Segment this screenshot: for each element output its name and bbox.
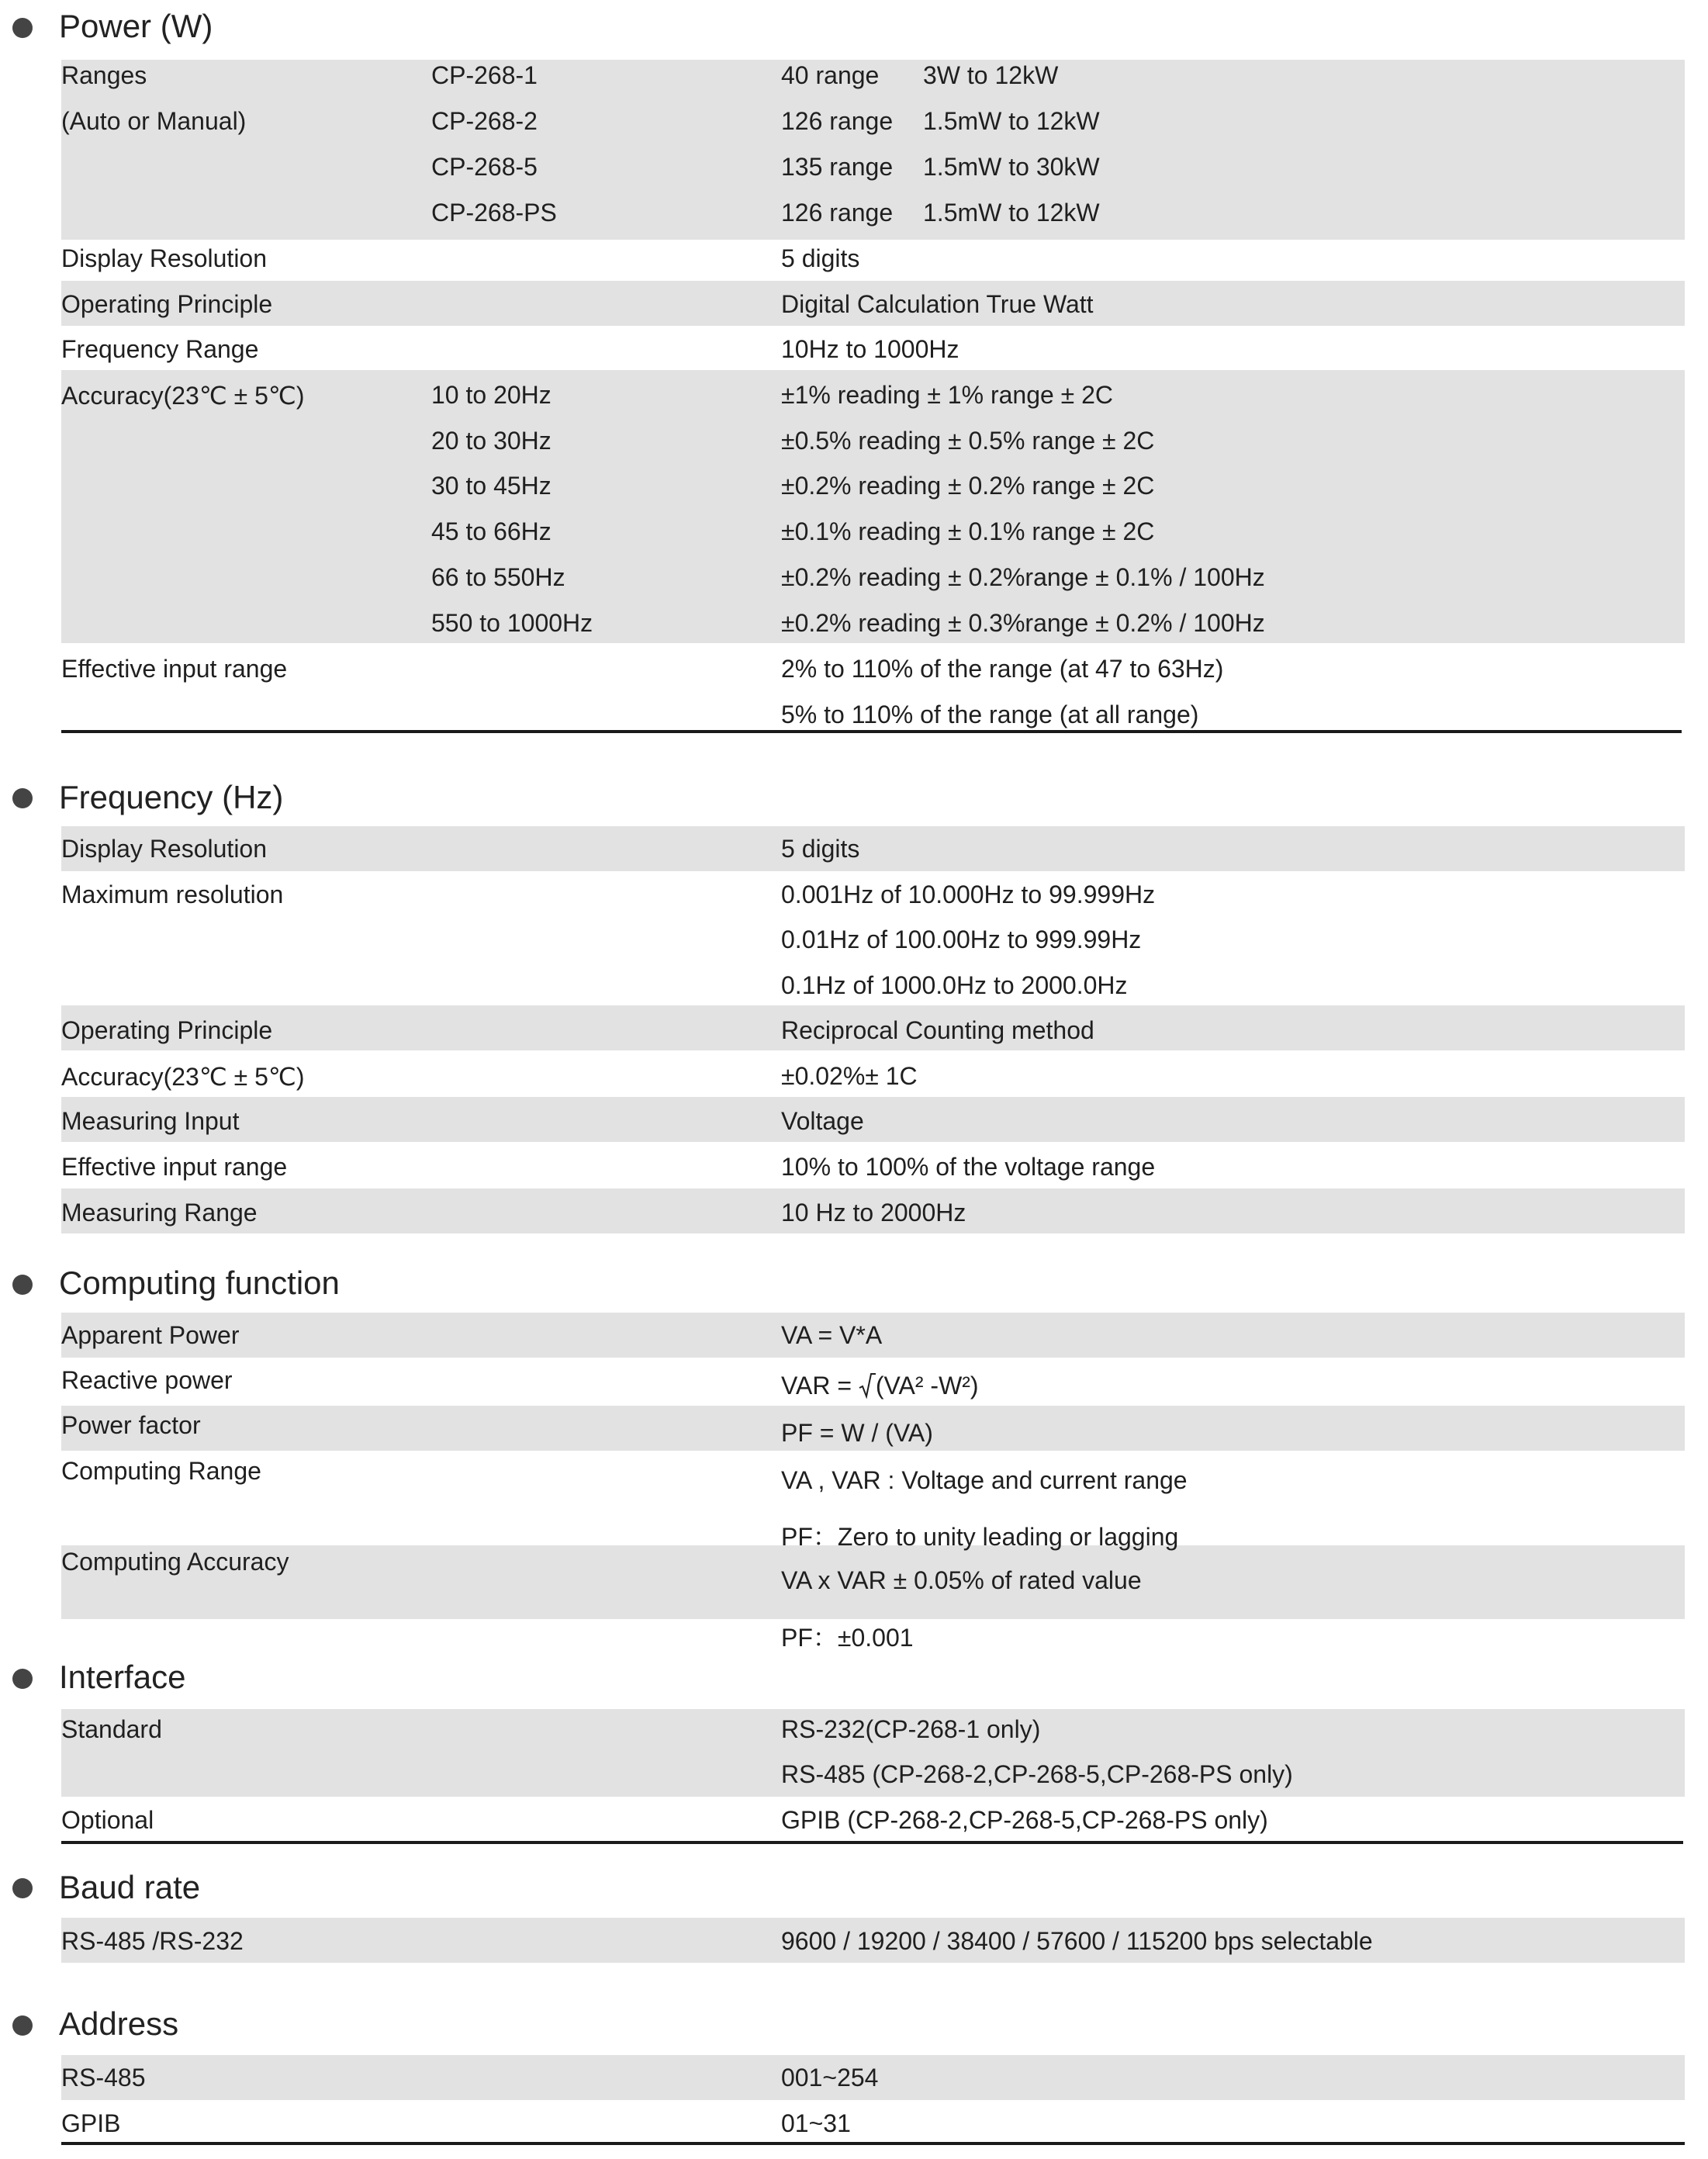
row-label: Operating Principle <box>61 1016 273 1044</box>
section-title-power: Power (W) <box>59 8 213 44</box>
row-value: VA x VAR ± 0.05% of rated value <box>781 1566 1142 1594</box>
range-count: 40 range <box>781 61 880 89</box>
row-value: RS-485 (CP-268-2,CP-268-5,CP-268-PS only) <box>781 1760 1293 1788</box>
accuracy-spec: ±0.2% reading ± 0.2% range ± 2C <box>781 472 1155 500</box>
range-span: 1.5mW to 12kW <box>923 107 1100 135</box>
bullet-icon <box>12 1275 33 1295</box>
accuracy-spec: ±0.2% reading ± 0.3%range ± 0.2% / 100Hz <box>781 609 1265 637</box>
accuracy-band: 45 to 66Hz <box>431 517 551 545</box>
model-name: CP-268-PS <box>431 199 557 227</box>
bullet-icon <box>12 18 33 38</box>
row-value: Voltage <box>781 1107 864 1135</box>
accuracy-band: 66 to 550Hz <box>431 563 565 591</box>
model-name: CP-268-1 <box>431 61 538 89</box>
section-title-frequency: Frequency (Hz) <box>59 779 284 815</box>
accuracy-band: 550 to 1000Hz <box>431 609 593 637</box>
section-title-interface: Interface <box>59 1659 186 1695</box>
reactive-formula <box>781 1372 979 1400</box>
row-value: 10 Hz to 2000Hz <box>781 1199 966 1227</box>
accuracy-band: 30 to 45Hz <box>431 472 551 500</box>
accuracy-spec: ±0.2% reading ± 0.2%range ± 0.1% / 100Hz <box>781 563 1265 591</box>
row-label: Optional <box>61 1806 154 1834</box>
row-label: Display Resolution <box>61 835 268 863</box>
shade-frequency-input <box>61 1097 1685 1142</box>
bullet-icon <box>12 788 33 808</box>
row-label: Frequency Range <box>61 335 259 363</box>
row-label: Effective input range <box>61 655 288 683</box>
row-label: Maximum resolution <box>61 881 284 908</box>
row-value: GPIB (CP-268-2,CP-268-5,CP-268-PS only) <box>781 1806 1268 1834</box>
row-value: ±0.02%± 1C <box>781 1062 918 1090</box>
section-title-computing: Computing function <box>59 1265 340 1301</box>
row-label: Effective input range <box>61 1153 288 1181</box>
row-value: 5 digits <box>781 244 860 272</box>
range-count: 126 range <box>781 199 894 227</box>
accuracy-spec: ±1% reading ± 1% range ± 2C <box>781 381 1114 409</box>
row-value: PF：Zero to unity leading or lagging <box>781 1523 1179 1551</box>
row-value: VA , VAR : Voltage and current range <box>781 1466 1188 1494</box>
accuracy-band: 20 to 30Hz <box>431 427 551 455</box>
row-value: PF = W / (VA) <box>781 1419 933 1447</box>
row-label: Reactive power <box>61 1366 233 1394</box>
model-name: CP-268-5 <box>431 153 538 181</box>
range-count: 135 range <box>781 153 894 181</box>
row-value: PF：±0.001 <box>781 1624 914 1652</box>
row-label: Standard <box>61 1715 162 1743</box>
row-value: Digital Calculation True Watt <box>781 290 1094 318</box>
row-value: 9600 / 19200 / 38400 / 57600 / 115200 bps selectable <box>781 1927 1373 1955</box>
row-value: 5 digits <box>781 835 860 863</box>
square-root-icon <box>859 1372 876 1399</box>
range-span: 1.5mW to 12kW <box>923 199 1100 227</box>
range-count: 126 range <box>781 107 894 135</box>
row-value: 0.1Hz of 1000.0Hz to 2000.0Hz <box>781 971 1128 999</box>
shade-frequency-resolution <box>61 826 1685 871</box>
rule-address <box>61 2142 1685 2145</box>
formula-body: (VA² -W²) <box>875 1372 979 1400</box>
accuracy-band: 10 to 20Hz <box>431 381 551 409</box>
row-value: 0.001Hz of 10.000Hz to 99.999Hz <box>781 881 1156 908</box>
row-label: Computing Range <box>61 1457 261 1485</box>
row-value: 10% to 100% of the voltage range <box>781 1153 1156 1181</box>
bullet-icon <box>12 1669 33 1689</box>
range-span: 1.5mW to 30kW <box>923 153 1100 181</box>
row-label: Accuracy(23℃ ± 5℃) <box>61 382 305 410</box>
row-value: 10Hz to 1000Hz <box>781 335 959 363</box>
bullet-icon <box>12 1878 33 1898</box>
row-label: Operating Principle <box>61 290 273 318</box>
row-value: 5% to 110% of the range (at all range) <box>781 701 1199 728</box>
row-label: Accuracy(23℃ ± 5℃) <box>61 1063 305 1091</box>
row-value: 001~254 <box>781 2064 879 2092</box>
section-title-baud: Baud rate <box>59 1869 201 1905</box>
row-value: VA = V*A <box>781 1321 883 1349</box>
row-label: Apparent Power <box>61 1321 240 1349</box>
row-label: Display Resolution <box>61 244 268 272</box>
row-label: RS-485 <box>61 2064 146 2092</box>
row-label: Measuring Input <box>61 1107 240 1135</box>
row-label: (Auto or Manual) <box>61 107 247 135</box>
rule-interface <box>61 1841 1683 1844</box>
accuracy-spec: ±0.1% reading ± 0.1% range ± 2C <box>781 517 1155 545</box>
shade-power-accuracy <box>61 370 1685 643</box>
formula-prefix: VAR = <box>781 1372 859 1400</box>
row-label: GPIB <box>61 2109 121 2137</box>
model-name: CP-268-2 <box>431 107 538 135</box>
range-span: 3W to 12kW <box>923 61 1059 89</box>
row-value: Reciprocal Counting method <box>781 1016 1094 1044</box>
bullet-icon <box>12 2015 33 2036</box>
row-label: Ranges <box>61 61 147 89</box>
row-label: RS-485 /RS-232 <box>61 1927 244 1955</box>
row-label: Computing Accuracy <box>61 1548 289 1576</box>
accuracy-spec: ±0.5% reading ± 0.5% range ± 2C <box>781 427 1155 455</box>
row-label: Power factor <box>61 1411 201 1439</box>
row-value: 01~31 <box>781 2109 851 2137</box>
rule-power <box>61 730 1682 733</box>
row-value: RS-232(CP-268-1 only) <box>781 1715 1041 1743</box>
section-title-address: Address <box>59 2005 179 2042</box>
row-value: 2% to 110% of the range (at 47 to 63Hz) <box>781 655 1224 683</box>
row-value: 0.01Hz of 100.00Hz to 999.99Hz <box>781 926 1142 953</box>
row-label: Measuring Range <box>61 1199 258 1227</box>
